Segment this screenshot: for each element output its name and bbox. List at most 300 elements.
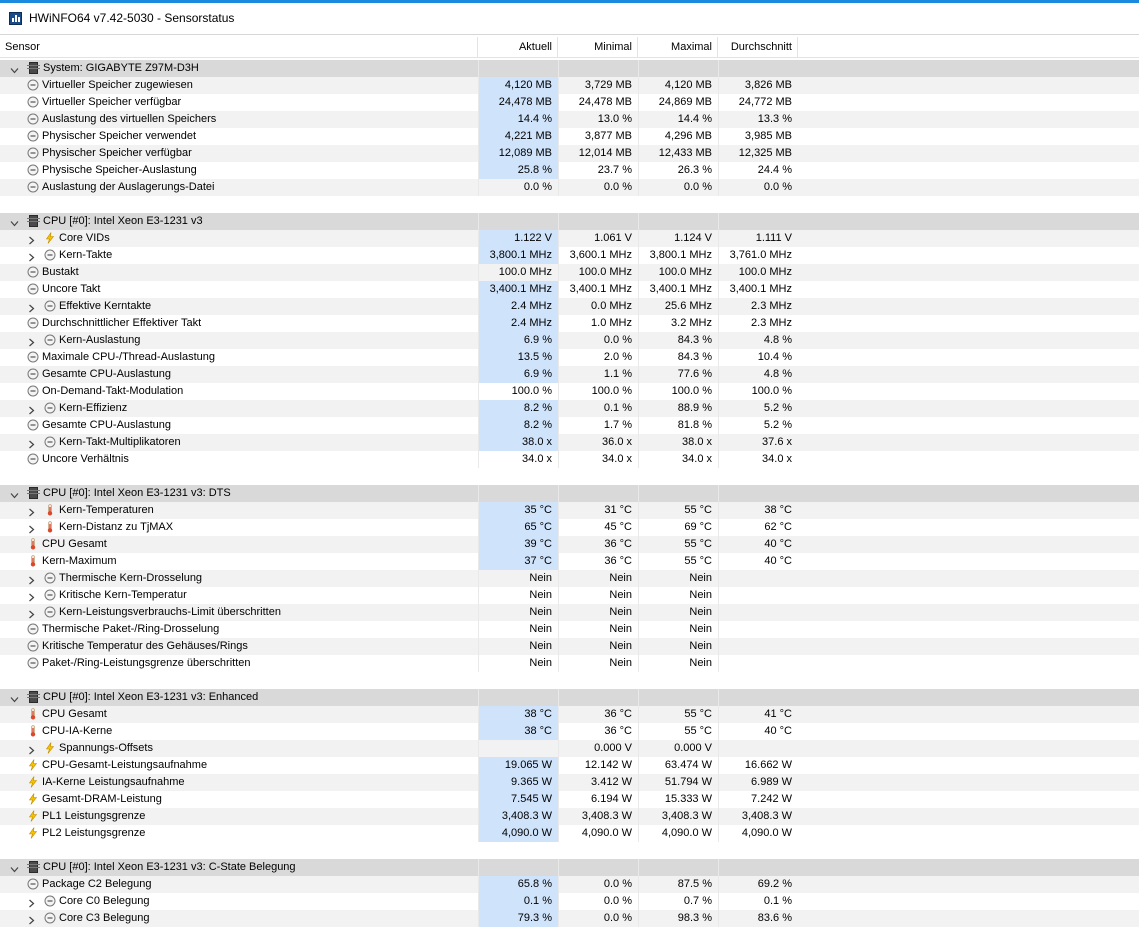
min-value: Nein xyxy=(558,655,638,672)
max-value: 14.4 % xyxy=(638,111,718,128)
average-value: 1.111 V xyxy=(718,230,798,247)
collapse-chevron-icon[interactable] xyxy=(10,217,19,226)
max-value: Nein xyxy=(638,587,718,604)
min-value: 0.0 % xyxy=(558,332,638,349)
collapse-chevron-icon[interactable] xyxy=(10,693,19,702)
min-value: 0.0 MHz xyxy=(558,298,638,315)
spacer-row xyxy=(0,468,1139,485)
group-cell xyxy=(558,213,638,230)
expand-chevron-icon[interactable] xyxy=(27,438,36,447)
sensor-group-label: CPU [#0]: Intel Xeon E3-1231 v3: C-State Belegung xyxy=(43,861,296,873)
sensor-group-row[interactable] xyxy=(0,213,1139,230)
sensor-group-label: System: GIGABYTE Z97M-D3H xyxy=(43,62,199,74)
max-value: 15.333 W xyxy=(638,791,718,808)
max-value: 0.0 % xyxy=(638,179,718,196)
average-value: 24,772 MB xyxy=(718,94,798,111)
max-value: Nein xyxy=(638,621,718,638)
current-value: 6.9 % xyxy=(478,366,558,383)
max-value: 26.3 % xyxy=(638,162,718,179)
sensor-label: Auslastung des virtuellen Speichers xyxy=(42,113,217,125)
sensor-row[interactable] xyxy=(0,553,1139,570)
sensor-row[interactable] xyxy=(0,825,1139,842)
chip-icon xyxy=(29,62,38,74)
current-value: Nein xyxy=(478,621,558,638)
sensor-row[interactable] xyxy=(0,315,1139,332)
clock-icon xyxy=(27,453,39,465)
min-value: 36 °C xyxy=(558,536,638,553)
current-value: 38 °C xyxy=(478,723,558,740)
group-cell xyxy=(718,60,798,77)
min-value: 100.0 MHz xyxy=(558,264,638,281)
sensor-row[interactable] xyxy=(0,247,1139,264)
clock-icon xyxy=(27,113,39,125)
average-value: 6.989 W xyxy=(718,774,798,791)
sensor-label: On-Demand-Takt-Modulation xyxy=(42,385,184,397)
min-value: 36 °C xyxy=(558,553,638,570)
min-value: 0.000 V xyxy=(558,740,638,757)
sensor-group-label: CPU [#0]: Intel Xeon E3-1231 v3: DTS xyxy=(43,487,231,499)
min-value: 36 °C xyxy=(558,706,638,723)
lightning-icon xyxy=(27,827,39,839)
min-value: 1.1 % xyxy=(558,366,638,383)
clock-icon xyxy=(27,368,39,380)
collapse-chevron-icon[interactable] xyxy=(10,64,19,73)
sensor-row[interactable] xyxy=(0,230,1139,247)
min-value: 12.142 W xyxy=(558,757,638,774)
sensor-row[interactable] xyxy=(0,383,1139,400)
clock-icon xyxy=(44,572,56,584)
current-value: 25.8 % xyxy=(478,162,558,179)
lightning-icon xyxy=(27,759,39,771)
min-value: 0.0 % xyxy=(558,910,638,927)
sensor-row[interactable] xyxy=(0,621,1139,638)
average-value: 2.3 MHz xyxy=(718,298,798,315)
sensor-label: Effektive Kerntakte xyxy=(59,300,152,312)
group-cell xyxy=(638,213,718,230)
column-header-max[interactable]: Maximal xyxy=(638,37,718,57)
column-header-current[interactable]: Aktuell xyxy=(478,37,558,57)
min-value: 100.0 % xyxy=(558,383,638,400)
sensor-row[interactable] xyxy=(0,366,1139,383)
group-cell xyxy=(478,859,558,876)
sensor-row[interactable] xyxy=(0,604,1139,621)
current-value: 0.0 % xyxy=(478,179,558,196)
sensor-row[interactable] xyxy=(0,162,1139,179)
sensor-row[interactable] xyxy=(0,502,1139,519)
min-value: 3,877 MB xyxy=(558,128,638,145)
collapse-chevron-icon[interactable] xyxy=(10,863,19,872)
min-value: 13.0 % xyxy=(558,111,638,128)
min-value: 0.0 % xyxy=(558,179,638,196)
sensor-row[interactable] xyxy=(0,757,1139,774)
sensor-group-row[interactable] xyxy=(0,859,1139,876)
average-value: 41 °C xyxy=(718,706,798,723)
sensor-row[interactable] xyxy=(0,893,1139,910)
average-value: 3,400.1 MHz xyxy=(718,281,798,298)
sensor-group-row[interactable] xyxy=(0,689,1139,706)
max-value: 12,433 MB xyxy=(638,145,718,162)
group-cell xyxy=(718,213,798,230)
min-value: 45 °C xyxy=(558,519,638,536)
average-value: 16.662 W xyxy=(718,757,798,774)
thermometer-icon xyxy=(44,521,56,533)
spacer-row xyxy=(0,672,1139,689)
average-value: 0.0 % xyxy=(718,179,798,196)
sensor-label: Kern-Effizienz xyxy=(59,402,128,414)
min-value: 6.194 W xyxy=(558,791,638,808)
sensor-row[interactable] xyxy=(0,145,1139,162)
clock-icon xyxy=(44,912,56,924)
clock-icon xyxy=(27,419,39,431)
expand-chevron-icon[interactable] xyxy=(27,404,36,413)
max-value: 88.9 % xyxy=(638,400,718,417)
max-value: 55 °C xyxy=(638,536,718,553)
expand-chevron-icon[interactable] xyxy=(27,897,36,906)
group-cell xyxy=(478,60,558,77)
max-value: 24,869 MB xyxy=(638,94,718,111)
max-value: 77.6 % xyxy=(638,366,718,383)
max-value: Nein xyxy=(638,655,718,672)
sensor-row[interactable] xyxy=(0,349,1139,366)
expand-chevron-icon[interactable] xyxy=(27,914,36,923)
sensor-label: Gesamte CPU-Auslastung xyxy=(42,368,171,380)
max-value: 55 °C xyxy=(638,553,718,570)
average-value: 5.2 % xyxy=(718,417,798,434)
expand-chevron-icon[interactable] xyxy=(27,506,36,515)
current-value: 100.0 % xyxy=(478,383,558,400)
average-value: 0.1 % xyxy=(718,893,798,910)
sensor-label: Kern-Leistungsverbrauchs-Limit überschritten xyxy=(59,606,281,618)
current-value: 2.4 MHz xyxy=(478,315,558,332)
sensor-row[interactable] xyxy=(0,706,1139,723)
sensor-label: Physischer Speicher verfügbar xyxy=(42,147,192,159)
min-value: 3,600.1 MHz xyxy=(558,247,638,264)
average-value xyxy=(718,655,798,672)
max-value: 34.0 x xyxy=(638,451,718,468)
sensor-row[interactable] xyxy=(0,94,1139,111)
clock-icon xyxy=(27,181,39,193)
sensor-label: PL1 Leistungsgrenze xyxy=(42,810,146,822)
current-value: 2.4 MHz xyxy=(478,298,558,315)
sensor-label: Core C3 Belegung xyxy=(59,912,150,924)
current-value: 1.122 V xyxy=(478,230,558,247)
collapse-chevron-icon[interactable] xyxy=(10,489,19,498)
max-value: Nein xyxy=(638,638,718,655)
column-header xyxy=(0,37,1139,58)
sensor-row[interactable] xyxy=(0,723,1139,740)
average-value xyxy=(718,587,798,604)
max-value: 51.794 W xyxy=(638,774,718,791)
column-header-average[interactable]: Durchschnitt xyxy=(718,37,798,57)
sensor-label: Auslastung der Auslagerungs-Datei xyxy=(42,181,215,193)
sensor-row[interactable] xyxy=(0,638,1139,655)
average-value xyxy=(718,638,798,655)
sensor-label: Uncore Takt xyxy=(42,283,101,295)
sensor-label: CPU-Gesamt-Leistungsaufnahme xyxy=(42,759,208,771)
max-value: 25.6 MHz xyxy=(638,298,718,315)
current-value: 14.4 % xyxy=(478,111,558,128)
sensor-label: CPU-IA-Kerne xyxy=(42,725,113,737)
current-value: Nein xyxy=(478,570,558,587)
average-value: 4.8 % xyxy=(718,366,798,383)
average-value: 37.6 x xyxy=(718,434,798,451)
sensor-group-label: CPU [#0]: Intel Xeon E3-1231 v3: Enhanced xyxy=(43,691,259,703)
average-value: 69.2 % xyxy=(718,876,798,893)
sensor-row[interactable] xyxy=(0,434,1139,451)
average-value xyxy=(718,570,798,587)
average-value: 3,826 MB xyxy=(718,77,798,94)
min-value: Nein xyxy=(558,638,638,655)
current-value: Nein xyxy=(478,604,558,621)
max-value: 55 °C xyxy=(638,706,718,723)
max-value: 0.000 V xyxy=(638,740,718,757)
clock-icon xyxy=(27,164,39,176)
sensor-label: Physischer Speicher verwendet xyxy=(42,130,197,142)
lightning-icon xyxy=(27,810,39,822)
min-value: 36 °C xyxy=(558,723,638,740)
sensor-row[interactable] xyxy=(0,264,1139,281)
average-value: 3,761.0 MHz xyxy=(718,247,798,264)
group-cell xyxy=(718,485,798,502)
expand-chevron-icon[interactable] xyxy=(27,608,36,617)
average-value: 10.4 % xyxy=(718,349,798,366)
sensor-label: Kern-Auslastung xyxy=(59,334,141,346)
expand-chevron-icon[interactable] xyxy=(27,744,36,753)
max-value: 4,090.0 W xyxy=(638,825,718,842)
sensor-row[interactable] xyxy=(0,400,1139,417)
max-value: 87.5 % xyxy=(638,876,718,893)
max-value: 4,120 MB xyxy=(638,77,718,94)
current-value: 24,478 MB xyxy=(478,94,558,111)
clock-icon xyxy=(27,96,39,108)
column-header-sensor[interactable]: Sensor xyxy=(0,37,478,57)
average-value: 7.242 W xyxy=(718,791,798,808)
max-value: 100.0 % xyxy=(638,383,718,400)
max-value: 81.8 % xyxy=(638,417,718,434)
sensor-row[interactable] xyxy=(0,417,1139,434)
clock-icon xyxy=(44,300,56,312)
current-value: 37 °C xyxy=(478,553,558,570)
sensor-label: Durchschnittlicher Effektiver Takt xyxy=(42,317,202,329)
clock-icon xyxy=(27,147,39,159)
sensor-row[interactable] xyxy=(0,570,1139,587)
chip-icon xyxy=(29,487,38,499)
max-value: 3.2 MHz xyxy=(638,315,718,332)
average-value: 40 °C xyxy=(718,553,798,570)
spacer-row xyxy=(0,196,1139,213)
group-cell xyxy=(558,859,638,876)
group-cell xyxy=(718,689,798,706)
clock-icon xyxy=(27,130,39,142)
average-value: 40 °C xyxy=(718,723,798,740)
spacer-row xyxy=(0,842,1139,859)
sensor-row[interactable] xyxy=(0,179,1139,196)
expand-chevron-icon[interactable] xyxy=(27,574,36,583)
sensor-row[interactable] xyxy=(0,740,1139,757)
current-value: 3,400.1 MHz xyxy=(478,281,558,298)
expand-chevron-icon[interactable] xyxy=(27,336,36,345)
chip-icon xyxy=(29,861,38,873)
sensor-label: Thermische Kern-Drosselung xyxy=(59,572,203,584)
current-value: 35 °C xyxy=(478,502,558,519)
current-value: 7.545 W xyxy=(478,791,558,808)
title-bar[interactable] xyxy=(0,3,1139,35)
min-value: 2.0 % xyxy=(558,349,638,366)
average-value: 3,408.3 W xyxy=(718,808,798,825)
sensor-row[interactable] xyxy=(0,808,1139,825)
column-header-min[interactable]: Minimal xyxy=(558,37,638,57)
sensor-row[interactable] xyxy=(0,519,1139,536)
group-cell xyxy=(638,689,718,706)
current-value: 65.8 % xyxy=(478,876,558,893)
average-value: 4.8 % xyxy=(718,332,798,349)
sensor-label: Core VIDs xyxy=(59,232,110,244)
sensor-row[interactable] xyxy=(0,536,1139,553)
sensor-row[interactable] xyxy=(0,791,1139,808)
group-cell xyxy=(478,689,558,706)
sensor-row[interactable] xyxy=(0,774,1139,791)
sensor-row[interactable] xyxy=(0,281,1139,298)
clock-icon xyxy=(27,266,39,278)
sensor-label: Virtueller Speicher zugewiesen xyxy=(42,79,193,91)
average-value: 2.3 MHz xyxy=(718,315,798,332)
expand-chevron-icon[interactable] xyxy=(27,302,36,311)
thermometer-icon xyxy=(27,708,39,720)
min-value: 36.0 x xyxy=(558,434,638,451)
clock-icon xyxy=(27,657,39,669)
min-value: 3,408.3 W xyxy=(558,808,638,825)
sensor-row[interactable] xyxy=(0,298,1139,315)
sensor-row[interactable] xyxy=(0,451,1139,468)
current-value: 38.0 x xyxy=(478,434,558,451)
current-value: Nein xyxy=(478,587,558,604)
sensor-label: Uncore Verhältnis xyxy=(42,453,129,465)
average-value: 38 °C xyxy=(718,502,798,519)
max-value: 0.7 % xyxy=(638,893,718,910)
min-value: 12,014 MB xyxy=(558,145,638,162)
current-value: Nein xyxy=(478,655,558,672)
clock-icon xyxy=(27,351,39,363)
current-value: 39 °C xyxy=(478,536,558,553)
min-value: 4,090.0 W xyxy=(558,825,638,842)
sensor-label: Kern-Distanz zu TjMAX xyxy=(59,521,174,533)
min-value: 34.0 x xyxy=(558,451,638,468)
sensor-label: Maximale CPU-/Thread-Auslastung xyxy=(42,351,216,363)
sensor-label: Gesamt-DRAM-Leistung xyxy=(42,793,162,805)
group-cell xyxy=(478,213,558,230)
window-title: HWiNFO64 v7.42-5030 - Sensorstatus xyxy=(29,11,235,25)
current-value: 38 °C xyxy=(478,706,558,723)
clock-icon xyxy=(27,878,39,890)
chip-icon xyxy=(29,215,38,227)
group-cell xyxy=(558,60,638,77)
expand-chevron-icon[interactable] xyxy=(27,523,36,532)
current-value: 4,090.0 W xyxy=(478,825,558,842)
average-value: 4,090.0 W xyxy=(718,825,798,842)
min-value: Nein xyxy=(558,570,638,587)
sensor-row[interactable] xyxy=(0,332,1139,349)
average-value: 83.6 % xyxy=(718,910,798,927)
min-value: 31 °C xyxy=(558,502,638,519)
min-value: Nein xyxy=(558,587,638,604)
sensor-label: Kritische Temperatur des Gehäuses/Rings xyxy=(42,640,248,652)
min-value: 1.0 MHz xyxy=(558,315,638,332)
sensor-label: Core C0 Belegung xyxy=(59,895,150,907)
group-cell xyxy=(558,485,638,502)
current-value: Nein xyxy=(478,638,558,655)
max-value: 100.0 MHz xyxy=(638,264,718,281)
sensor-label: Kern-Takte xyxy=(59,249,113,261)
current-value: 8.2 % xyxy=(478,400,558,417)
sensor-label: IA-Kerne Leistungsaufnahme xyxy=(42,776,185,788)
average-value: 100.0 MHz xyxy=(718,264,798,281)
clock-icon xyxy=(44,334,56,346)
current-value: 9.365 W xyxy=(478,774,558,791)
sensor-label: Package C2 Belegung xyxy=(42,878,152,890)
min-value: 0.0 % xyxy=(558,876,638,893)
chip-icon xyxy=(29,691,38,703)
sensor-row[interactable] xyxy=(0,77,1139,94)
sensor-group-label: CPU [#0]: Intel Xeon E3-1231 v3 xyxy=(43,215,203,227)
sensor-row[interactable] xyxy=(0,876,1139,893)
clock-icon xyxy=(27,640,39,652)
sensor-label: PL2 Leistungsgrenze xyxy=(42,827,146,839)
max-value: 98.3 % xyxy=(638,910,718,927)
average-value: 12,325 MB xyxy=(718,145,798,162)
max-value: 69 °C xyxy=(638,519,718,536)
min-value: 23.7 % xyxy=(558,162,638,179)
average-value xyxy=(718,740,798,757)
clock-icon xyxy=(44,589,56,601)
sensor-label: Gesamte CPU-Auslastung xyxy=(42,419,171,431)
average-value: 34.0 x xyxy=(718,451,798,468)
average-value: 5.2 % xyxy=(718,400,798,417)
clock-icon xyxy=(44,402,56,414)
max-value: 4,296 MB xyxy=(638,128,718,145)
clock-icon xyxy=(27,623,39,635)
expand-chevron-icon[interactable] xyxy=(27,251,36,260)
current-value: 6.9 % xyxy=(478,332,558,349)
sensor-row[interactable] xyxy=(0,910,1139,927)
min-value: 3,400.1 MHz xyxy=(558,281,638,298)
sensor-label: CPU Gesamt xyxy=(42,538,107,550)
sensor-group-row[interactable] xyxy=(0,60,1139,77)
current-value: 65 °C xyxy=(478,519,558,536)
current-value: 79.3 % xyxy=(478,910,558,927)
current-value: 34.0 x xyxy=(478,451,558,468)
sensor-label: Physische Speicher-Auslastung xyxy=(42,164,197,176)
min-value: 24,478 MB xyxy=(558,94,638,111)
min-value: 0.1 % xyxy=(558,400,638,417)
expand-chevron-icon[interactable] xyxy=(27,234,36,243)
sensor-label: Spannungs-Offsets xyxy=(59,742,153,754)
sensor-row[interactable] xyxy=(0,655,1139,672)
current-value: 4,120 MB xyxy=(478,77,558,94)
lightning-icon xyxy=(44,232,56,244)
sensor-label: Kern-Takt-Multiplikatoren xyxy=(59,436,181,448)
sensor-row[interactable] xyxy=(0,111,1139,128)
expand-chevron-icon[interactable] xyxy=(27,591,36,600)
lightning-icon xyxy=(44,742,56,754)
current-value: 3,408.3 W xyxy=(478,808,558,825)
sensor-row[interactable] xyxy=(0,587,1139,604)
min-value: 1.061 V xyxy=(558,230,638,247)
sensor-row[interactable] xyxy=(0,128,1139,145)
min-value: Nein xyxy=(558,604,638,621)
sensor-group-row[interactable] xyxy=(0,485,1139,502)
average-value: 24.4 % xyxy=(718,162,798,179)
sensor-list[interactable] xyxy=(0,60,1139,944)
